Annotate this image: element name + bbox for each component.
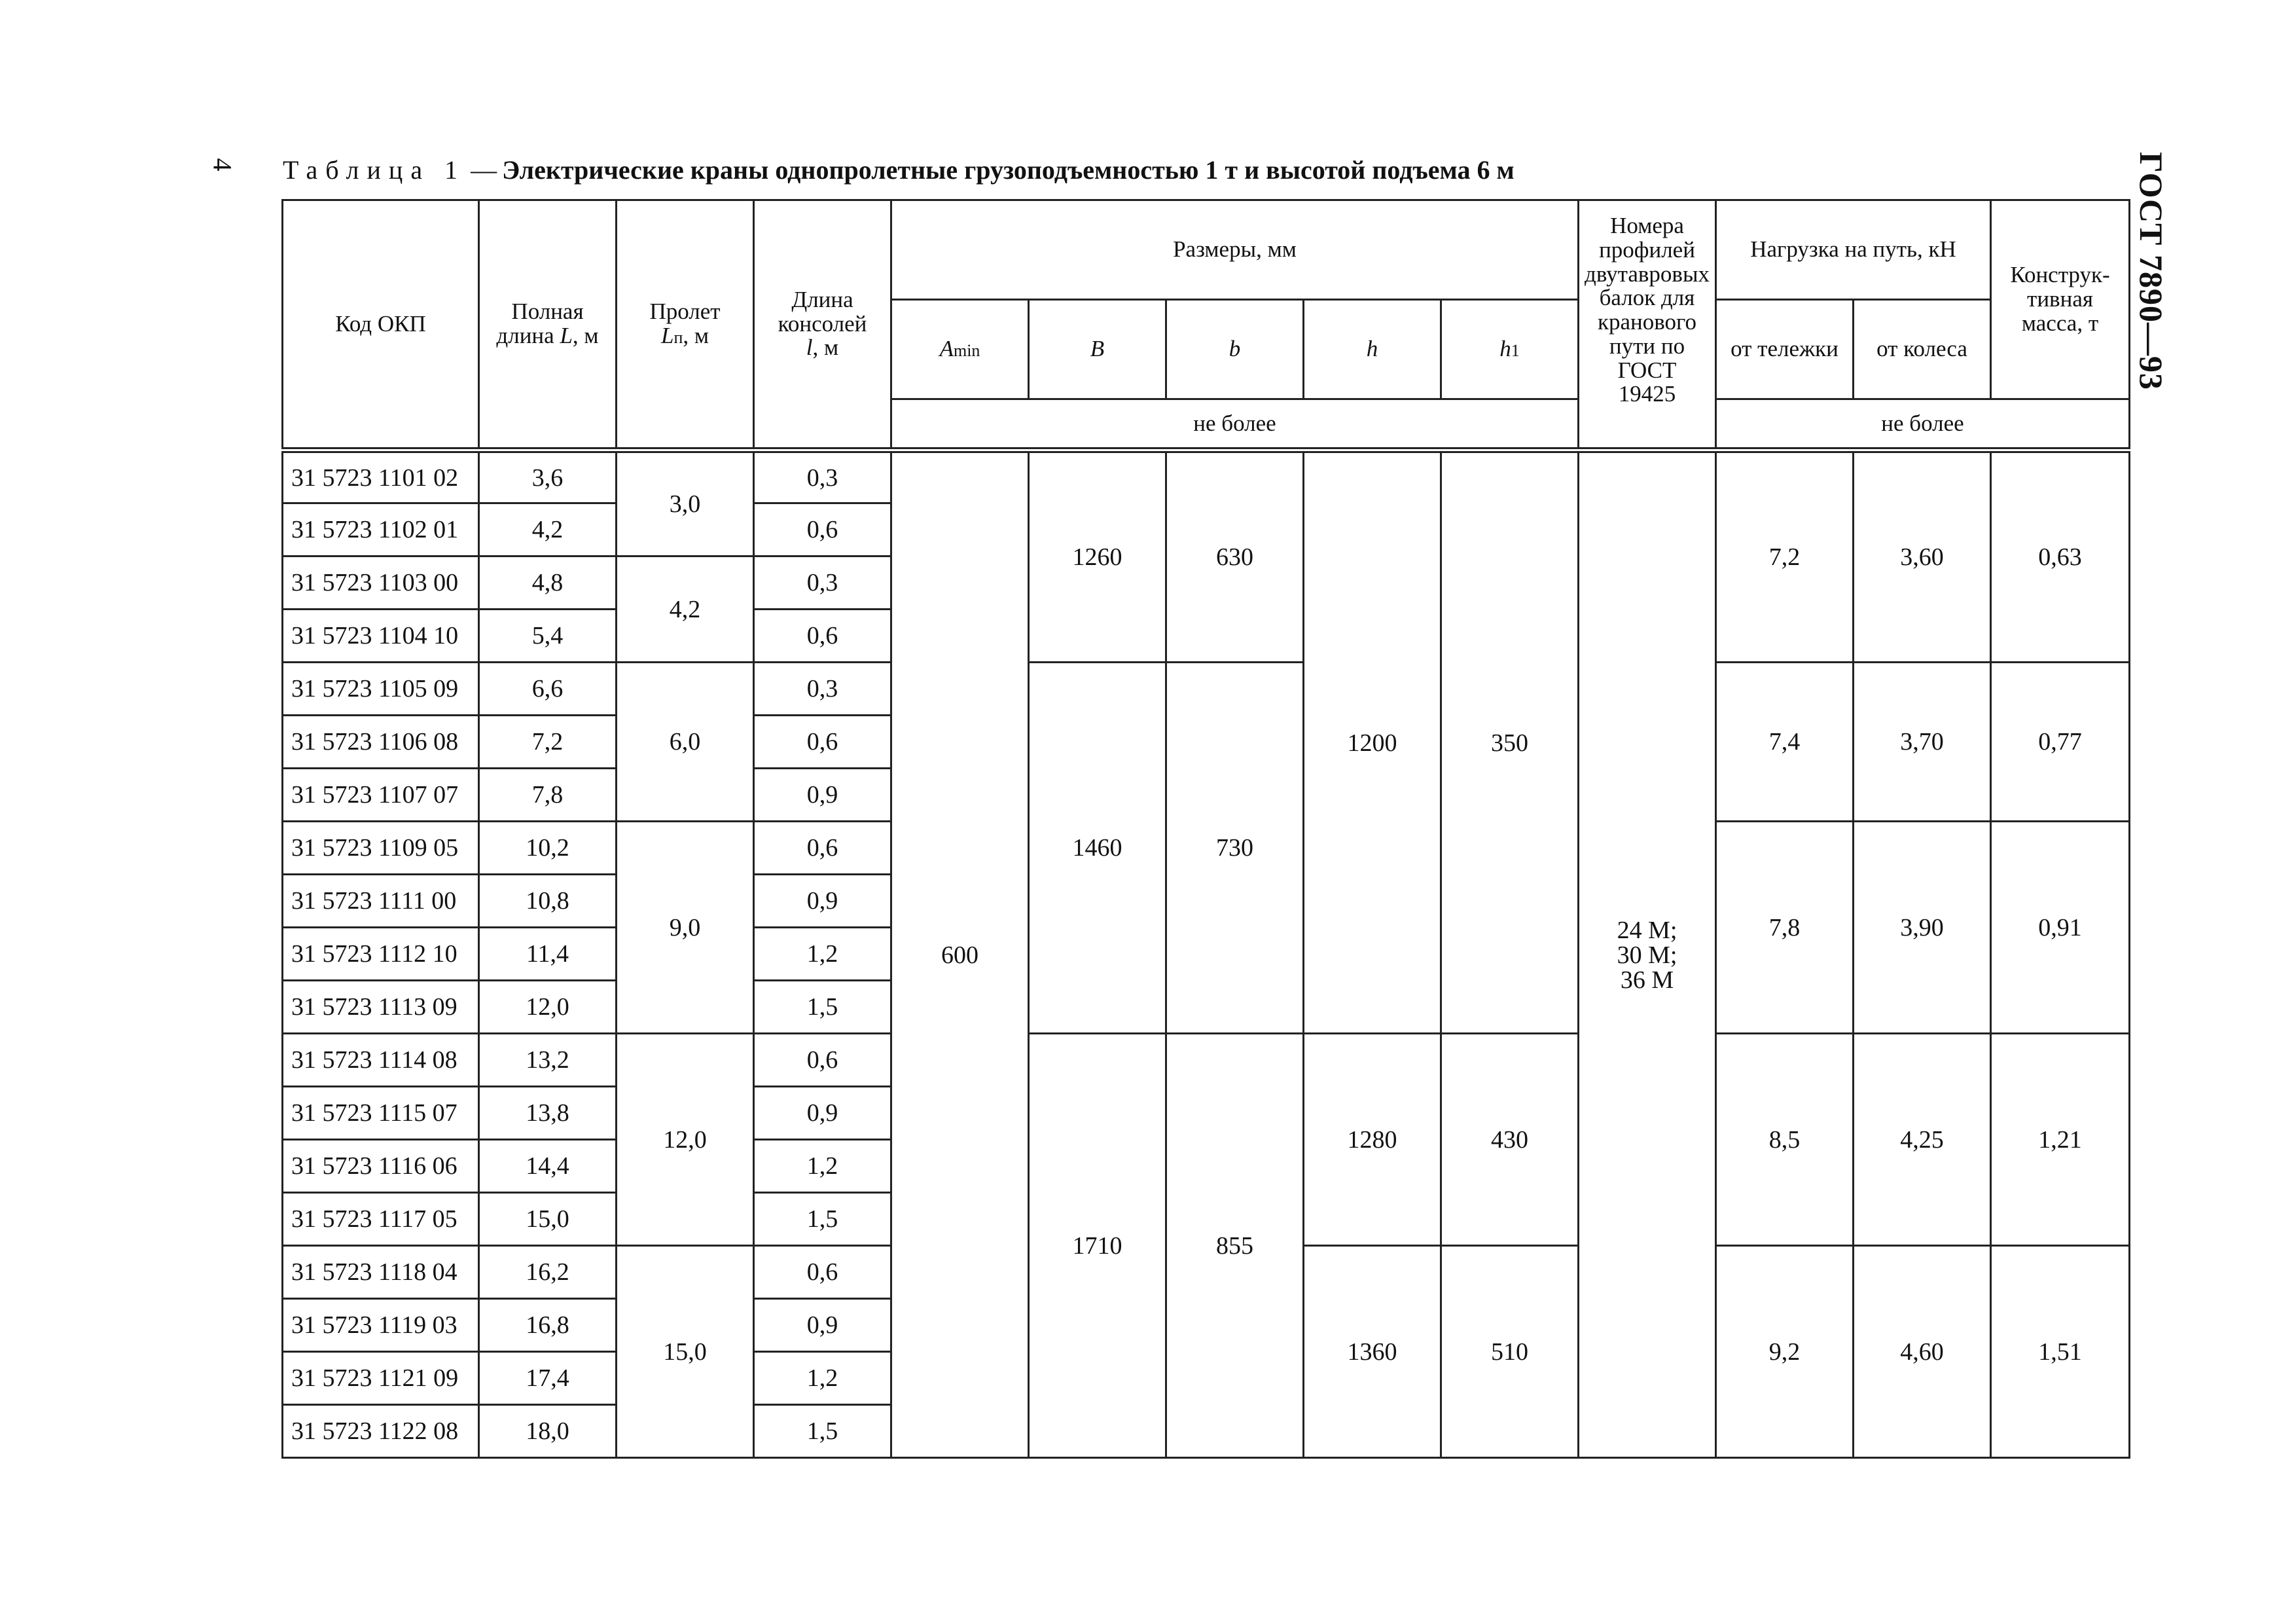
header-span: Пролет Lп, м xyxy=(617,200,754,450)
okp-code: 31 5723 1119 03 xyxy=(283,1299,479,1352)
full-length: 16,2 xyxy=(479,1246,617,1299)
okp-code: 31 5723 1116 06 xyxy=(283,1140,479,1193)
full-length: 7,2 xyxy=(479,716,617,769)
console-length: 1,5 xyxy=(754,981,891,1034)
header-console-length: Длина консолей l, м xyxy=(754,200,891,450)
console-length: 1,5 xyxy=(754,1405,891,1458)
full-length: 11,4 xyxy=(479,928,617,981)
span-value: 6,0 xyxy=(617,663,754,822)
structural-mass: 1,51 xyxy=(1991,1246,2130,1458)
load-from-trolley: 7,4 xyxy=(1716,663,1854,822)
b-big-value: 1460 xyxy=(1029,663,1166,1034)
console-length: 1,2 xyxy=(754,1352,891,1405)
console-length: 0,6 xyxy=(754,716,891,769)
console-length: 0,9 xyxy=(754,1087,891,1140)
load-from-wheel: 3,70 xyxy=(1854,663,1991,822)
structural-mass: 1,21 xyxy=(1991,1034,2130,1246)
full-length: 13,8 xyxy=(479,1087,617,1140)
header-from-trolley: от тележки xyxy=(1716,300,1854,399)
table-title-text: Электрические краны однопролетные грузоподъемностью 1 т и высотой подъема 6 м xyxy=(502,155,1515,185)
okp-code: 31 5723 1117 05 xyxy=(283,1193,479,1246)
table-row xyxy=(283,1034,2130,1087)
b-small-value: 855 xyxy=(1166,1034,1304,1458)
header-a-min: Amin xyxy=(891,300,1029,399)
table-title xyxy=(283,155,1515,185)
header-full-length: Полная длина L, м xyxy=(479,200,617,450)
table-row xyxy=(283,663,2130,716)
okp-code: 31 5723 1112 10 xyxy=(283,928,479,981)
b-small-value: 630 xyxy=(1166,450,1304,663)
okp-code: 31 5723 1122 08 xyxy=(283,1405,479,1458)
table-title-lead: Таблица 1 xyxy=(283,155,466,185)
okp-code: 31 5723 1109 05 xyxy=(283,822,479,875)
full-length: 12,0 xyxy=(479,981,617,1034)
console-length: 1,5 xyxy=(754,1193,891,1246)
console-length: 0,6 xyxy=(754,1246,891,1299)
beam-profiles-value: 24 М; 30 М; 36 М xyxy=(1579,450,1716,1458)
full-length: 7,8 xyxy=(479,769,617,822)
b-big-value: 1710 xyxy=(1029,1034,1166,1458)
okp-code: 31 5723 1118 04 xyxy=(283,1246,479,1299)
console-length: 0,6 xyxy=(754,822,891,875)
console-length: 0,6 xyxy=(754,610,891,663)
span-value: 3,0 xyxy=(617,450,754,556)
full-length: 4,2 xyxy=(479,503,617,556)
load-from-trolley: 9,2 xyxy=(1716,1246,1854,1458)
header-b-big: B xyxy=(1029,300,1166,399)
okp-code: 31 5723 1105 09 xyxy=(283,663,479,716)
a-min-value: 600 xyxy=(891,450,1029,1458)
table-title-dash: — xyxy=(471,155,497,185)
structural-mass: 0,91 xyxy=(1991,822,2130,1034)
load-from-wheel: 4,60 xyxy=(1854,1246,1991,1458)
load-from-wheel: 4,25 xyxy=(1854,1034,1991,1246)
h1-value: 350 xyxy=(1441,450,1579,1034)
load-from-trolley: 8,5 xyxy=(1716,1034,1854,1246)
okp-code: 31 5723 1121 09 xyxy=(283,1352,479,1405)
okp-code: 31 5723 1101 02 xyxy=(283,450,479,503)
full-length: 5,4 xyxy=(479,610,617,663)
header-not-more-load: не более xyxy=(1716,399,2130,450)
console-length: 0,9 xyxy=(754,1299,891,1352)
header-structural-mass: Конструк- тивная масса, т xyxy=(1991,200,2130,399)
okp-code: 31 5723 1104 10 xyxy=(283,610,479,663)
console-length: 1,2 xyxy=(754,1140,891,1193)
full-length: 14,4 xyxy=(479,1140,617,1193)
full-length: 15,0 xyxy=(479,1193,617,1246)
header-dimensions: Размеры, мм xyxy=(891,200,1579,300)
full-length: 13,2 xyxy=(479,1034,617,1087)
okp-code: 31 5723 1107 07 xyxy=(283,769,479,822)
h-value: 1200 xyxy=(1304,450,1441,1034)
okp-code: 31 5723 1111 00 xyxy=(283,875,479,928)
span-value: 12,0 xyxy=(617,1034,754,1246)
b-big-value: 1260 xyxy=(1029,450,1166,663)
okp-code: 31 5723 1114 08 xyxy=(283,1034,479,1087)
page-number: 4 xyxy=(207,158,238,172)
header-b-small: b xyxy=(1166,300,1304,399)
console-length: 0,6 xyxy=(754,1034,891,1087)
load-from-wheel: 3,90 xyxy=(1854,822,1991,1034)
full-length: 3,6 xyxy=(479,450,617,503)
okp-code: 31 5723 1102 01 xyxy=(283,503,479,556)
span-value: 9,0 xyxy=(617,822,754,1034)
console-length: 0,3 xyxy=(754,663,891,716)
okp-code: 31 5723 1115 07 xyxy=(283,1087,479,1140)
crane-table xyxy=(281,199,2130,1459)
document-designation: ГОСТ 7890—93 xyxy=(2133,152,2170,391)
h-value: 1280 xyxy=(1304,1034,1441,1246)
console-length: 0,9 xyxy=(754,875,891,928)
full-length: 16,8 xyxy=(479,1299,617,1352)
okp-code: 31 5723 1103 00 xyxy=(283,556,479,610)
okp-code: 31 5723 1106 08 xyxy=(283,716,479,769)
full-length: 18,0 xyxy=(479,1405,617,1458)
span-value: 15,0 xyxy=(617,1246,754,1458)
console-length: 0,9 xyxy=(754,769,891,822)
console-length: 0,3 xyxy=(754,450,891,503)
h1-value: 430 xyxy=(1441,1034,1579,1246)
load-from-trolley: 7,2 xyxy=(1716,450,1854,663)
header-track-load: Нагрузка на путь, кН xyxy=(1716,200,1991,300)
full-length: 17,4 xyxy=(479,1352,617,1405)
header-not-more-dimensions: не более xyxy=(891,399,1579,450)
structural-mass: 0,63 xyxy=(1991,450,2130,663)
h1-value: 510 xyxy=(1441,1246,1579,1458)
okp-code: 31 5723 1113 09 xyxy=(283,981,479,1034)
console-length: 0,6 xyxy=(754,503,891,556)
header-h1: h1 xyxy=(1441,300,1579,399)
header-from-wheel: от колеса xyxy=(1854,300,1991,399)
load-from-trolley: 7,8 xyxy=(1716,822,1854,1034)
header-code: Код ОКП xyxy=(283,200,479,450)
full-length: 6,6 xyxy=(479,663,617,716)
console-length: 1,2 xyxy=(754,928,891,981)
load-from-wheel: 3,60 xyxy=(1854,450,1991,663)
span-value: 4,2 xyxy=(617,556,754,663)
b-small-value: 730 xyxy=(1166,663,1304,1034)
header-h: h xyxy=(1304,300,1441,399)
table-row xyxy=(283,450,2130,503)
full-length: 10,2 xyxy=(479,822,617,875)
full-length: 10,8 xyxy=(479,875,617,928)
console-length: 0,3 xyxy=(754,556,891,610)
h-value: 1360 xyxy=(1304,1246,1441,1458)
structural-mass: 0,77 xyxy=(1991,663,2130,822)
full-length: 4,8 xyxy=(479,556,617,610)
header-beam-profiles: Номера профилей двутавровых балок для кранового пути по ГОСТ 19425 xyxy=(1579,200,1716,450)
